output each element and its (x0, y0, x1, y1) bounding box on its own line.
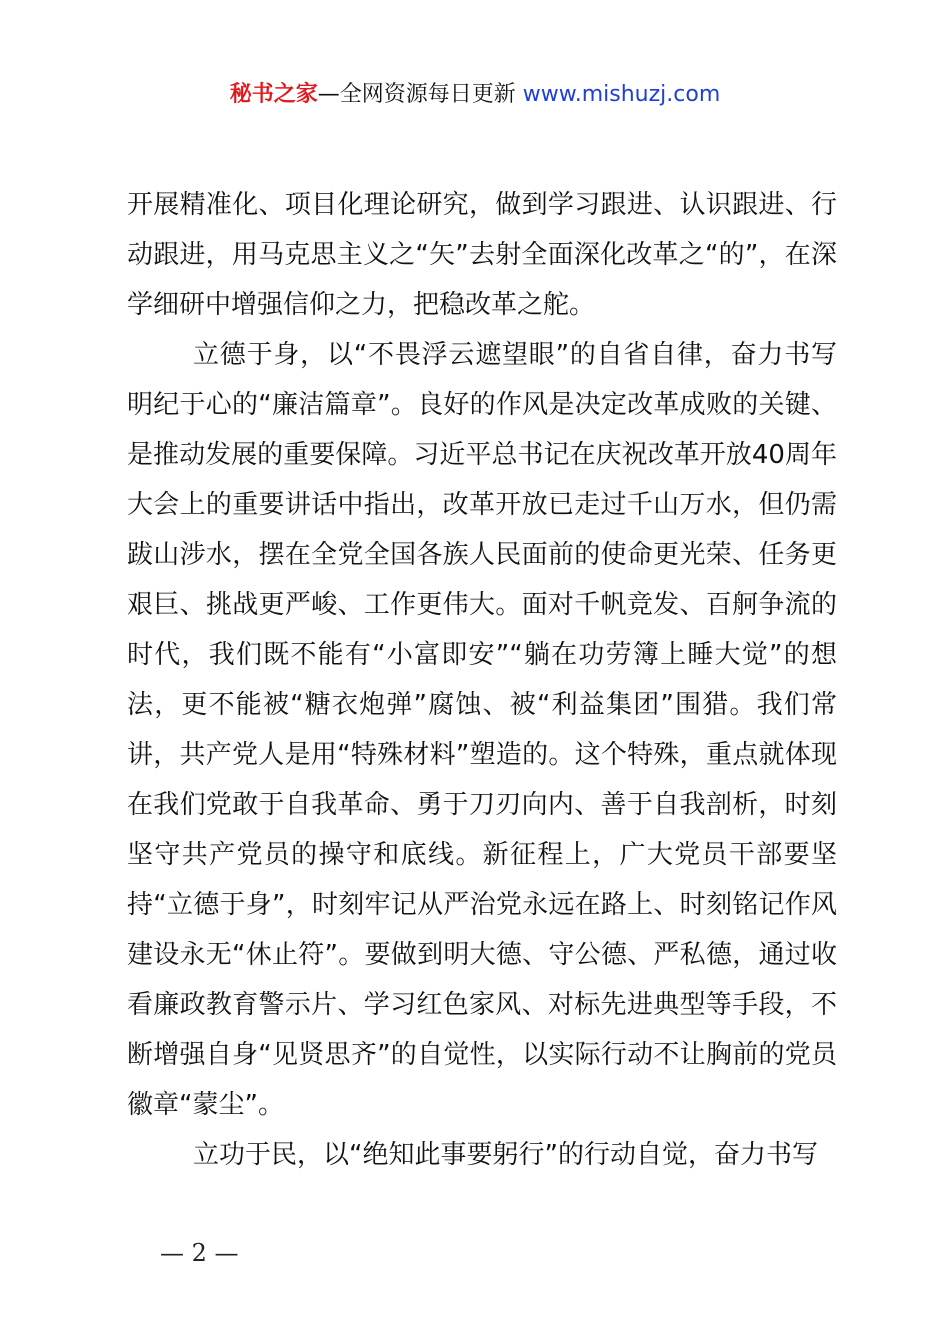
site-brand: 秘书之家 (229, 82, 318, 107)
site-tagline: —全网资源每日更新 (317, 82, 523, 107)
paragraph-ligong-yumin: 立功于民，以“绝知此事要躬行”的行动自觉，奋力书写 (193, 1140, 818, 1170)
page-number: — 2 — (160, 1239, 239, 1267)
site-url-link[interactable]: www.mishuzj.com (522, 82, 721, 107)
document-body (127, 180, 837, 1180)
paragraph-lide-yushen: 立德于身，以“不畏浮云遮望眼”的自省自律，奋力书写明纪于心的“廉洁篇章”。良好的作风是决定改革成败的关键、是推动发展的重要保障。习近平总书记在庆祝改革开放40周年大会上的重要讲话中指出，改革开放已走过千山万水，但仍需跋山涉水，摆在全党全国各族人民面前的使命更光荣、任务更艰巨、挑战更严峻、工作更伟大。面对千帆竞发、百舸争流的时代，我们既不能有“小富即安”“躺在功劳簿上睡大觉”的想法，更不能被“糖衣炮弹”腐蚀、被“利益集团”围猎。我们常讲，共产党人是用“特殊材料”塑造的。这个特殊，重点就体现在我们党敢于自我革命、勇于刀刃向内、善于自我剖析，时刻坚守共产党员的操守和底线。新征程上，广大党员干部要坚持“立德于身”，时刻牢记从严治党永远在路上、时刻铭记作风建设永无“休止符”。要做到明大德、守公德、严私德，通过收看廉政教育警示片、学习红色家风、对标先进典型等手段，不断增强自身“见贤思齐”的自觉性，以实际行动不让胸前的党员徽章“蒙尘”。 (127, 340, 837, 1120)
page-header (0, 78, 950, 112)
paragraph-continuation: 开展精准化、项目化理论研究，做到学习跟进、认识跟进、行动跟进，用马克思主义之“矢”去射全面深化改革之“的”，在深学细研中增强信仰之力，把稳改革之舵。 (127, 190, 837, 320)
